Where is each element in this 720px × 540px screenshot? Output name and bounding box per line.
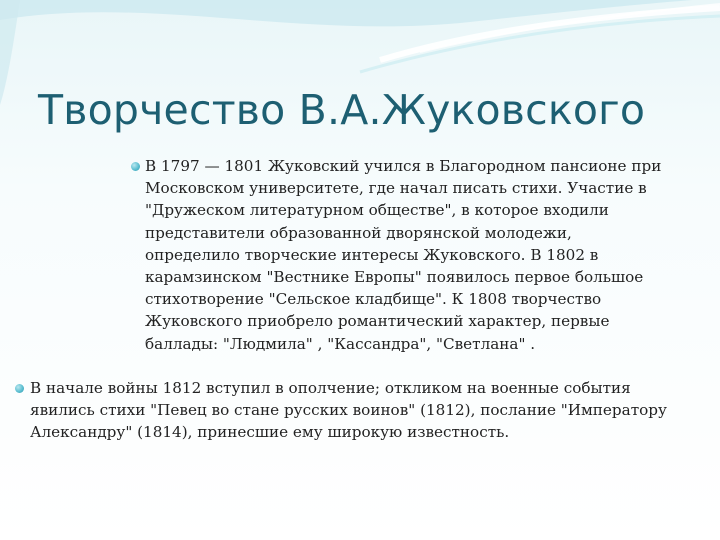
bullet-text: В 1797 — 1801 Жуковский учился в Благородном пансионе при Московском университете, где начал писать стихи. Участие в "Дружеском литературном обществе", в которое входили представители образованной дворянской молодежи, определило творческие интересы Жуковского. В 1802 в карамзинском "Вестнике Европы" появилось первое большое стихотворение "Сельское кладбище". К 1808 творчество Жуковского приобрело романтический характер, первые баллады: "Людмила" , "Кассандра", "Светлана" . xyxy=(145,157,662,353)
bullet-item xyxy=(30,377,670,444)
bullet-item xyxy=(145,155,665,355)
bullet-dot-icon xyxy=(131,162,140,171)
slide-title: Творчество В.А.Жуковского xyxy=(38,86,646,134)
bullet-dot-icon xyxy=(15,384,24,393)
bullet-text: В начале войны 1812 вступил в ополчение; откликом на военные события явились стихи "Певец во стане русских воинов" (1812), послание "Императору Александру" (1814), принесшие ему широкую известность. xyxy=(30,379,667,442)
